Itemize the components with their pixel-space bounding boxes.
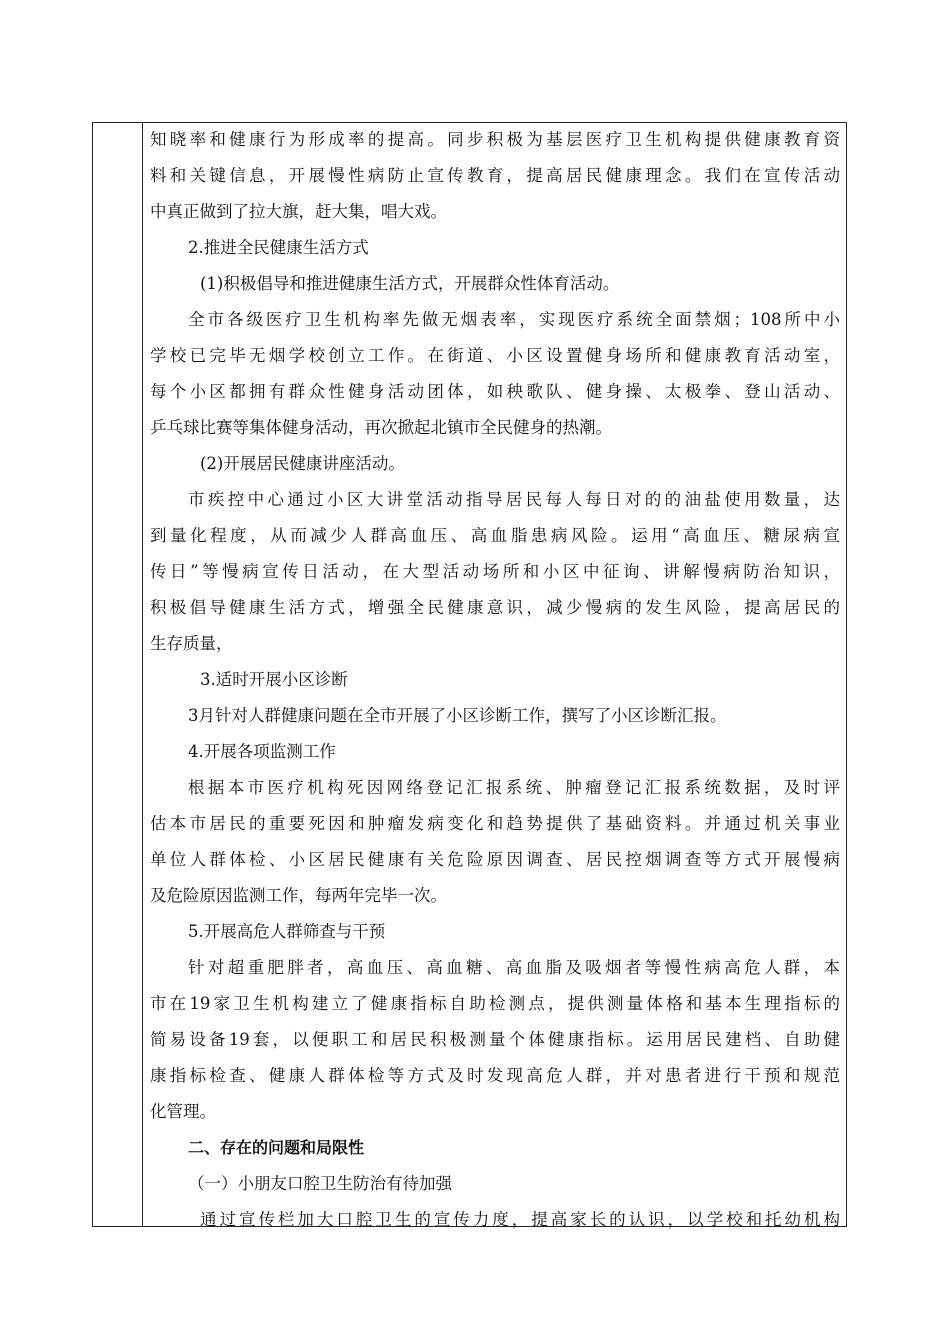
text-line: 针对超重肥胖者，高血压、高血糖、高血脂及吸烟者等慢性病高危人群，本	[188, 958, 840, 977]
text-line: 市在19家卫生机构建立了健康指标自助检测点，提供测量体格和基本生理指标的	[150, 994, 840, 1013]
text-line: 康指标检查、健康人群体检等方式及时发现高危人群，并对患者进行干预和规范	[150, 1066, 840, 1085]
text-line: 中真正做到了拉大旗，赶大集，唱大戏。	[150, 202, 447, 221]
text-line: 3月针对人群健康问题在全市开展了小区诊断工作，撰写了小区诊断汇报。	[188, 706, 727, 725]
text-line: 市疾控中心通过小区大讲堂活动指导居民每人每日对的的油盐使用数量，达	[188, 490, 840, 509]
text-line: 到量化程度，从而减少人群高血压、高血脂患病风险。运用“高血压、糖尿病宣	[150, 526, 840, 545]
text-line: 料和关键信息，开展慢性病防止宣传教育，提高居民健康理念。我们在宣传活动	[150, 166, 840, 185]
text-line: 全市各级医疗卫生机构率先做无烟表率，实现医疗系统全面禁烟；108所中小	[188, 310, 840, 329]
section-heading: 2.推进全民健康生活方式	[188, 238, 369, 257]
text-line: 积极倡导健康生活方式，增强全民健康意识，减少慢病的发生风险，提高居民的	[150, 598, 840, 617]
text-line: 化管理。	[150, 1102, 216, 1121]
text-line: 及危险原因监测工作，每两年完毕一次。	[150, 886, 447, 905]
subsection-heading: (1)积极倡导和推进健康生活方式，开展群众性体育活动。	[200, 274, 620, 293]
column-divider	[142, 122, 143, 1227]
text-line: 每个小区都拥有群众性健身活动团体，如秧歌队、健身操、太极拳、登山活动、	[150, 382, 840, 401]
text-line: 简易设备19套，以便职工和居民积极测量个体健康指标。运用居民建档、自助健	[150, 1030, 840, 1049]
text-line: 估本市居民的重要死因和肿瘤发病变化和趋势提供了基础资料。并通过机关事业	[150, 814, 840, 833]
subsection-heading: （一）小朋友口腔卫生防治有待加强	[188, 1174, 452, 1193]
section-heading: 3.适时开展小区诊断	[200, 670, 348, 689]
text-line: 乒乓球比赛等集体健身活动，再次掀起北镇市全民健身的热潮。	[150, 418, 612, 437]
text-line: 学校已完毕无烟学校创立工作。在街道、小区设置健身场所和健康教育活动室，	[150, 346, 840, 365]
chapter-heading: 二、存在的问题和局限性	[188, 1138, 365, 1157]
text-line: 知晓率和健康行为形成率的提高。同步积极为基层医疗卫生机构提供健康教育资	[150, 130, 840, 149]
text-line: 根据本市医疗机构死因网络登记汇报系统、肿瘤登记汇报系统数据，及时评	[188, 778, 840, 797]
section-heading: 4.开展各项监测工作	[188, 742, 336, 761]
subsection-heading: (2)开展居民健康讲座活动。	[200, 454, 405, 473]
text-line: 通过宣传栏加大口腔卫生的宣传力度，提高家长的认识，以学校和托幼机构	[200, 1210, 840, 1229]
section-heading: 5.开展高危人群筛查与干预	[188, 922, 386, 941]
text-line: 生存质量，	[150, 634, 233, 653]
text-line: 传日”等慢病宣传日活动，在大型活动场所和小区中征询、讲解慢病防治知识，	[150, 562, 840, 581]
text-line: 单位人群体检、小区居民健康有关危险原因调查、居民控烟调查等方式开展慢病	[150, 850, 840, 869]
